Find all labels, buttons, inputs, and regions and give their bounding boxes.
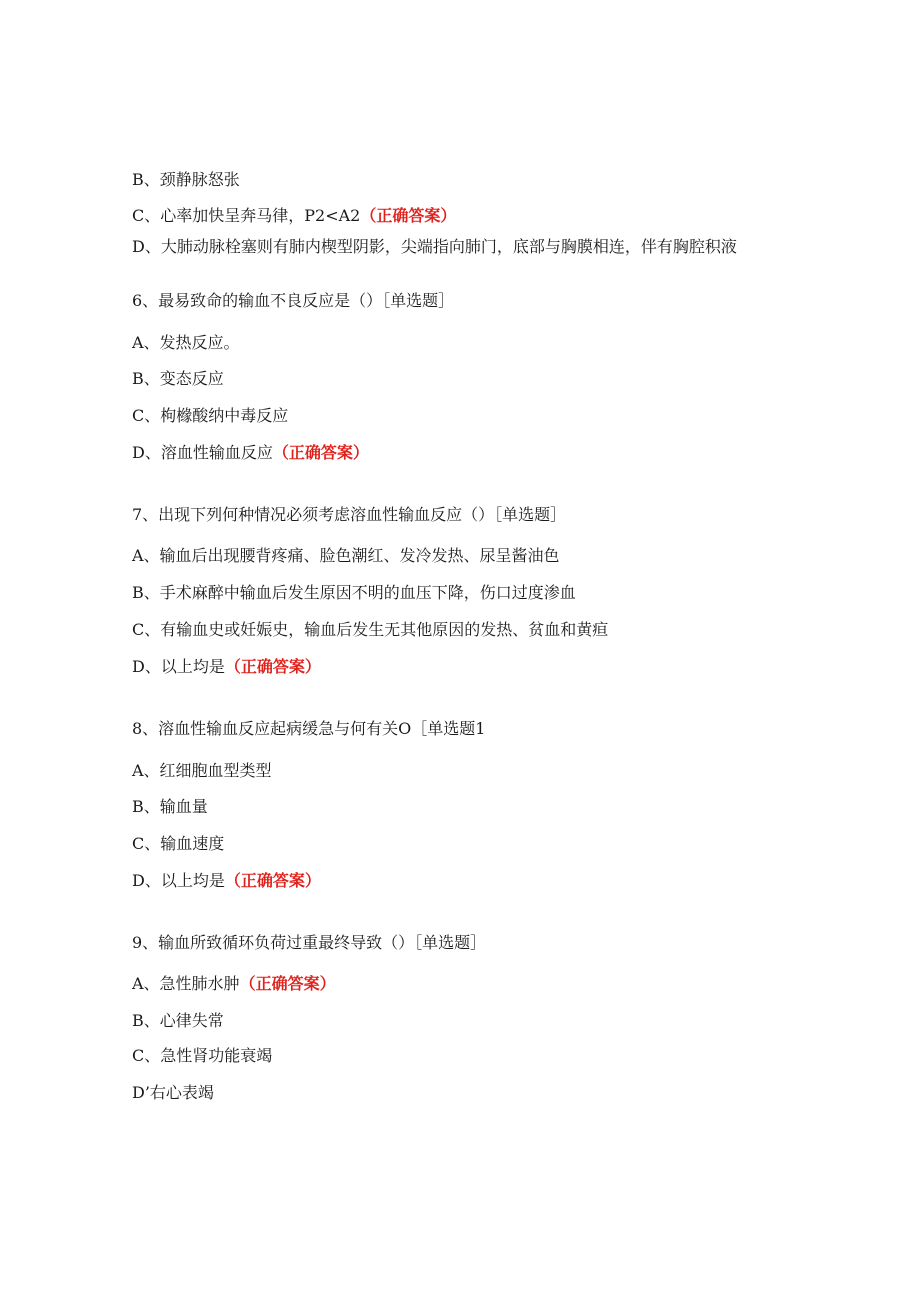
correct-answer-tag: （正确答案） (360, 206, 457, 225)
option-b-q5: B、颈静脉怒张 (132, 170, 240, 189)
option-c-q9: C、急性肾功能衰竭 (132, 1046, 273, 1065)
question-8-title: 8、溶血性输血反应起病缓急与何有关O［单选题1 (132, 719, 486, 738)
option-a-q6: A、发热反应。 (132, 333, 240, 352)
option-a-q8: A、红细胞血型类型 (132, 761, 272, 780)
option-a-q7: A、输血后出现腰背疼痛、脸色潮红、发冷发热、尿呈酱油色 (132, 546, 560, 565)
question-6-title: 6、最易致命的输血不良反应是（）［单选题］ (132, 291, 455, 310)
option-d-q7: D、以上均是（正确答案） (132, 657, 321, 676)
option-b-q8: B、输血量 (132, 797, 208, 816)
question-7-title: 7、出现下列何种情况必须考虑溶血性输血反应（）［单选题］ (132, 505, 567, 524)
option-b-q7: B、手术麻醉中输血后发生原因不明的血压下降，伤口过度渗血 (132, 583, 576, 602)
option-d-q8: D、以上均是（正确答案） (132, 871, 321, 890)
question-9-title: 9、输血所致循环负荷过重最终导致（）［单选题］ (132, 933, 487, 952)
option-c-q6: C、枸橼酸纳中毒反应 (132, 406, 289, 425)
correct-answer-tag: （正确答案） (272, 443, 369, 462)
option-a-q9: A、急性肺水肿（正确答案） (132, 974, 336, 993)
option-d-q5: D、大肺动脉栓塞则有肺内楔型阴影，尖端指向肺门，底部与胸膜相连，伴有胸腔积液 (132, 237, 737, 256)
correct-answer-tag: （正确答案） (224, 657, 321, 676)
correct-answer-tag: （正确答案） (224, 871, 321, 890)
option-c-q5: C、心率加快呈奔马律，P2<A2（正确答案） (132, 206, 457, 225)
option-c-q7: C、有输血史或妊娠史，输血后发生无其他原因的发热、贫血和黄疸 (132, 620, 609, 639)
option-b-q6: B、变态反应 (132, 369, 224, 388)
option-d-q6: D、溶血性输血反应（正确答案） (132, 443, 369, 462)
option-b-q9: B、心律失常 (132, 1011, 224, 1030)
option-c-q8: C、输血速度 (132, 834, 225, 853)
option-d-q9: D’右心表竭 (132, 1083, 214, 1102)
correct-answer-tag: （正确答案） (239, 974, 336, 993)
